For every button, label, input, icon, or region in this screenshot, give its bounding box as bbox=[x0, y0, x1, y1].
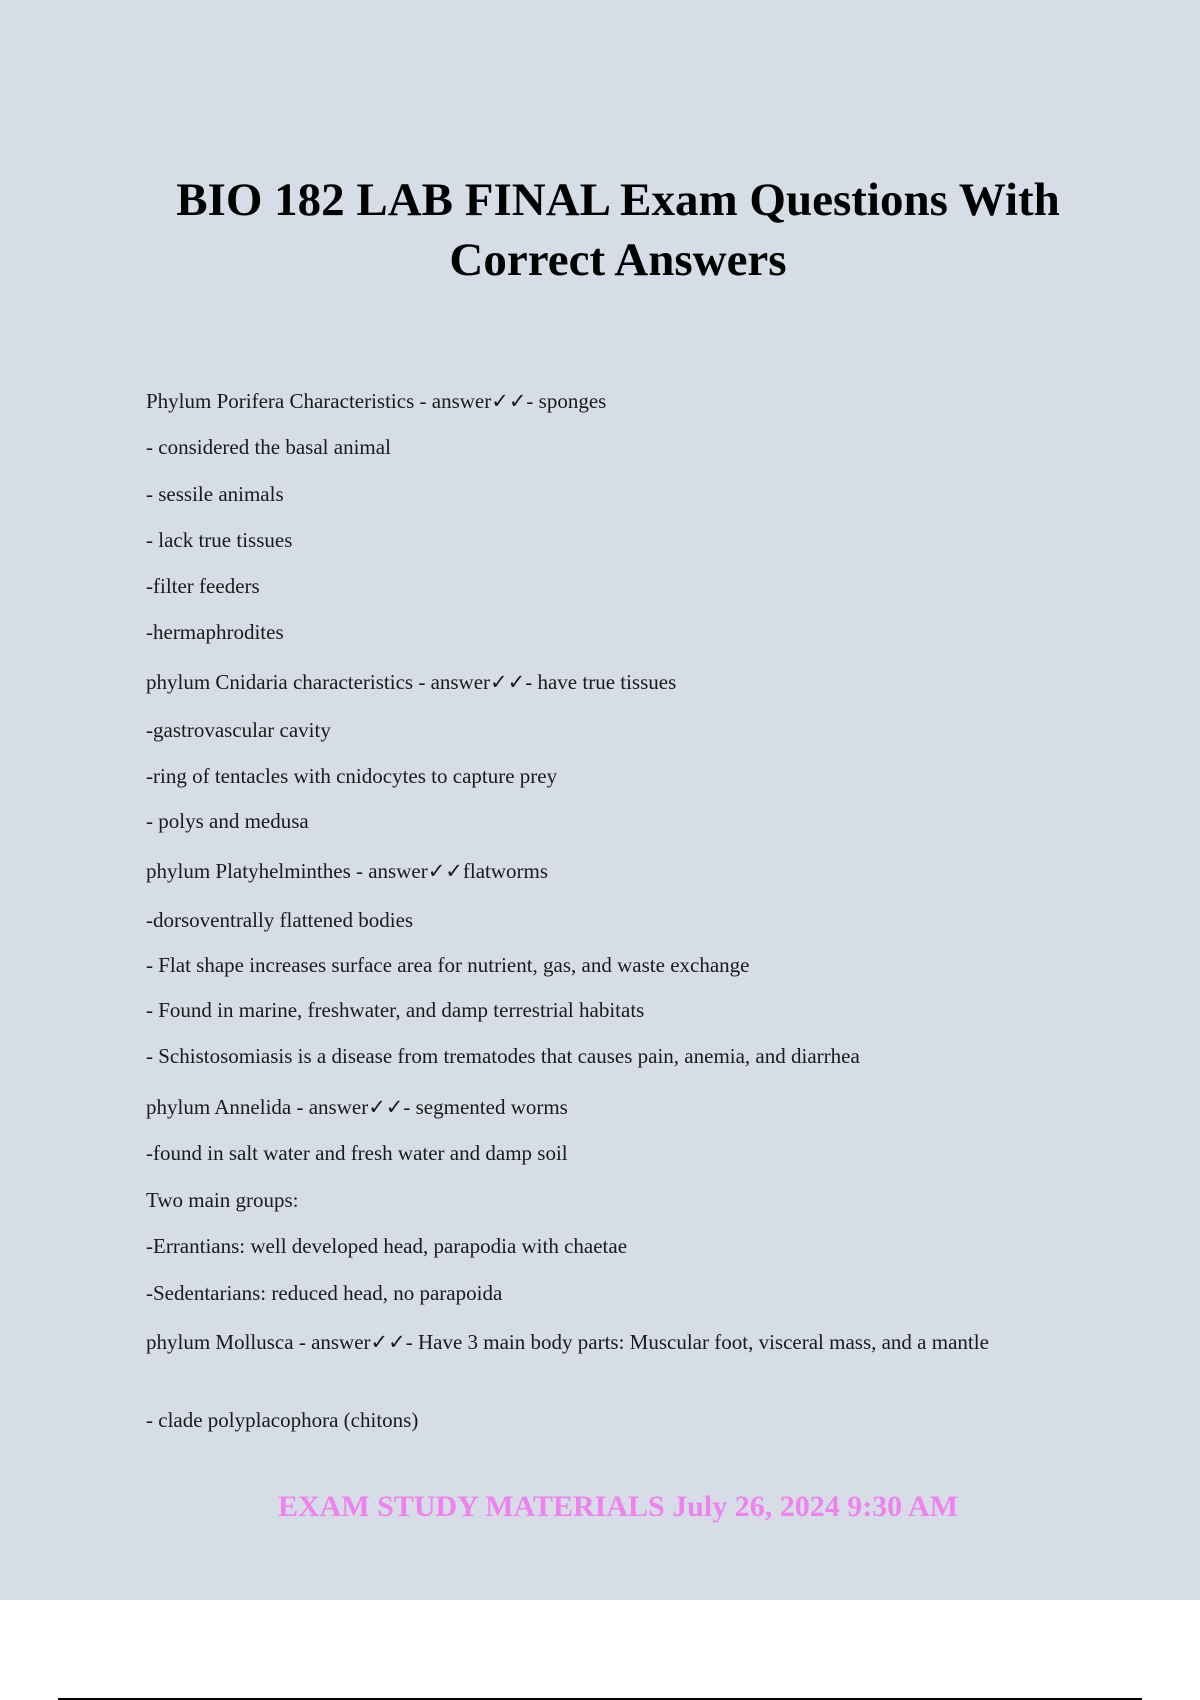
line-platyhelminthes-1: -dorsoventrally flattened bodies bbox=[146, 908, 414, 932]
line-platyhelminthes-3: - Found in marine, freshwater, and damp terrestrial habitats bbox=[146, 998, 645, 1022]
study-materials-stamp: EXAM STUDY MATERIALS July 26, 2024 9:30 AM bbox=[277, 1490, 959, 1523]
line-cnidaria-heading: phylum Cnidaria characteristics - answer✓✓- have true tissues bbox=[146, 670, 677, 694]
line-annelida-heading: phylum Annelida - answer✓✓- segmented worms bbox=[146, 1095, 568, 1119]
line-annelida-4: -Sedentarians: reduced head, no parapoida bbox=[146, 1281, 503, 1305]
line-annelida-3: -Errantians: well developed head, parapodia with chaetae bbox=[146, 1234, 628, 1258]
line-porifera-5: -hermaphrodites bbox=[146, 620, 284, 644]
line-mollusca-heading: phylum Mollusca - answer✓✓- Have 3 main body parts: Muscular foot, visceral mass, and a mantle bbox=[146, 1330, 989, 1354]
line-porifera-4: -filter feeders bbox=[146, 574, 260, 598]
line-annelida-1: -found in salt water and fresh water and damp soil bbox=[146, 1141, 568, 1165]
line-porifera-3: - lack true tissues bbox=[146, 528, 293, 552]
line-cnidaria-2: -ring of tentacles with cnidocytes to capture prey bbox=[146, 764, 558, 788]
line-cnidaria-1: -gastrovascular cavity bbox=[146, 718, 331, 742]
line-mollusca-1: - clade polyplacophora (chitons) bbox=[146, 1408, 419, 1432]
line-platyhelminthes-2: - Flat shape increases surface area for nutrient, gas, and waste exchange bbox=[146, 953, 750, 977]
line-annelida-2: Two main groups: bbox=[146, 1188, 299, 1212]
line-platyhelminthes-4: - Schistosomiasis is a disease from trematodes that causes pain, anemia, and diarrhea bbox=[146, 1044, 860, 1068]
line-porifera-1: - considered the basal animal bbox=[146, 435, 391, 459]
document-title: BIO 182 LAB FINAL Exam Questions With Correct Answers bbox=[176, 174, 1060, 286]
line-porifera-2: - sessile animals bbox=[146, 482, 284, 506]
line-porifera-heading: Phylum Porifera Characteristics - answer✓✓- sponges bbox=[146, 389, 607, 413]
line-cnidaria-3: - polys and medusa bbox=[146, 809, 309, 833]
line-platyhelminthes-heading: phylum Platyhelminthes - answer✓✓flatworms bbox=[146, 859, 549, 883]
